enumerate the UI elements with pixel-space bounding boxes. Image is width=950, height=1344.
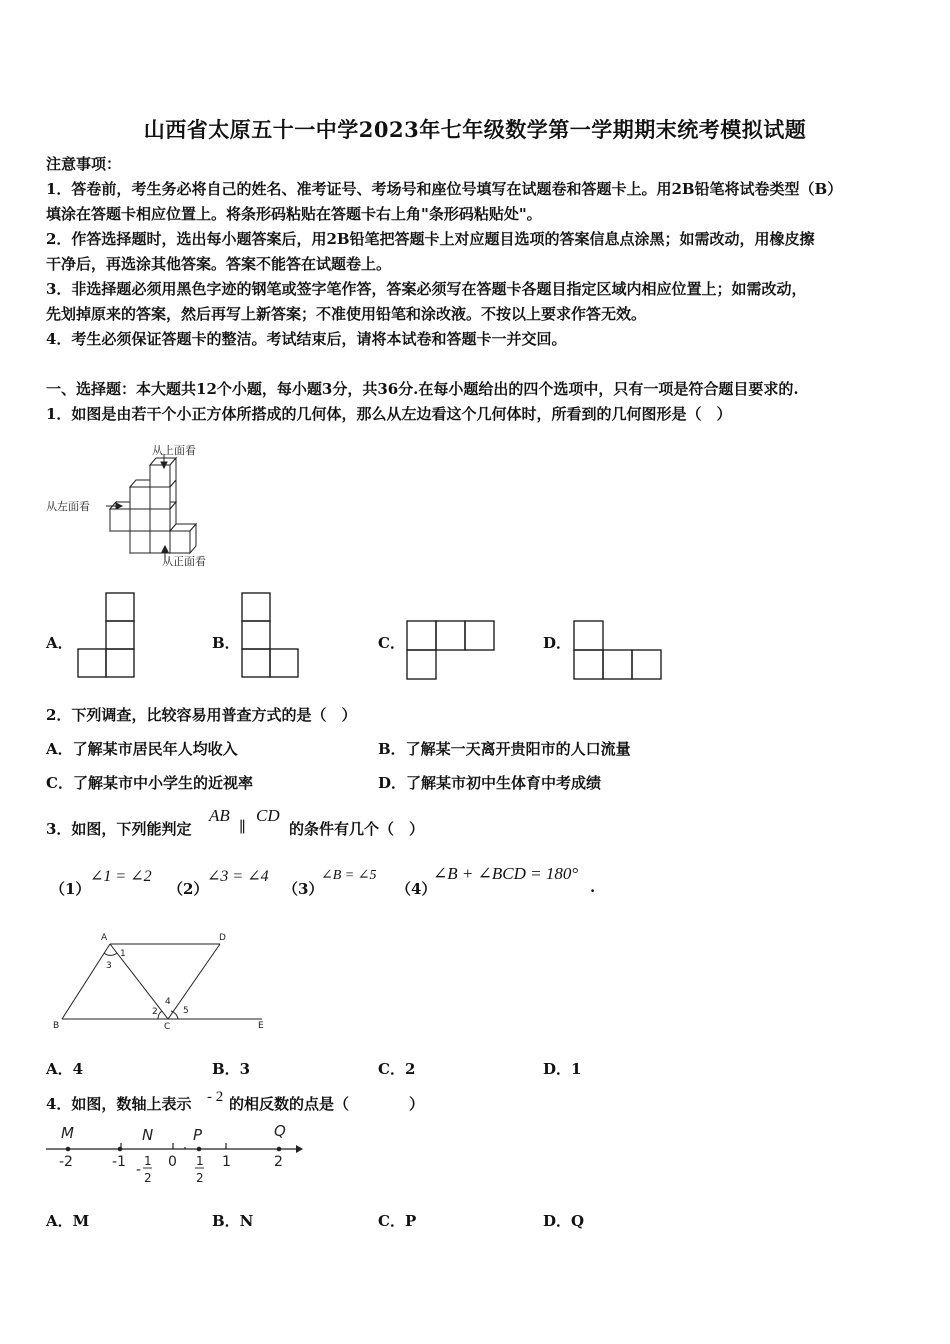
- q1-option-c[interactable]: C．: [378, 634, 405, 652]
- q3-cond-2: ∠3 = ∠4: [207, 868, 269, 885]
- q1-option-c-figure: [405, 620, 500, 682]
- angle-5: 5: [183, 1006, 189, 1016]
- point-n: N: [142, 1126, 154, 1144]
- notice-heading: 注意事项：: [46, 155, 122, 173]
- angle-2: 2: [152, 1007, 158, 1017]
- q2-option-c[interactable]: C．了解某市中小学生的近视率: [46, 774, 253, 792]
- neg-half-den: 2: [144, 1171, 152, 1185]
- notice-line: 干净后，再选涂其他答案。答案不能答在试题卷上。: [46, 255, 392, 273]
- q2-option-a[interactable]: A．了解某市居民年人均收入: [46, 740, 238, 758]
- notice-line: 1．答卷前，考生务必将自己的姓名、准考证号、考场号和座位号填写在试题卷和答题卡上。用2B铅笔将试卷类型（B）: [46, 180, 843, 198]
- q4-option-a[interactable]: A．M: [46, 1212, 90, 1230]
- q3-option-b[interactable]: B．3: [212, 1060, 251, 1078]
- tick-neg2: -2: [59, 1154, 73, 1170]
- point-d: D: [219, 933, 226, 943]
- q2-option-d[interactable]: D．了解某市初中生体育中考成绩: [378, 774, 602, 792]
- q3-cond-1: ∠1 = ∠2: [90, 868, 152, 885]
- q3-cond-label-4: （4）: [396, 880, 437, 898]
- angle-4: 4: [165, 997, 171, 1007]
- q1-option-a[interactable]: A．: [46, 634, 73, 652]
- q3-ab: AB: [209, 806, 230, 825]
- notice-line: 3．非选择题必须用黑色字迹的钢笔或签字笔作答，答案必须写在答题卡各题目指定区域内相应位置上；如需改动，: [46, 280, 807, 298]
- pos-half-den: 2: [196, 1171, 204, 1185]
- q1-option-b-figure: [240, 592, 302, 682]
- q4-option-d[interactable]: D．Q: [543, 1212, 585, 1230]
- notice-line: 填涂在答题卡相应位置上。将条形码粘贴在答题卡右上角"条形码粘贴处"。: [46, 205, 542, 223]
- q1-option-a-figure: [75, 592, 137, 682]
- angle-1: 1: [120, 949, 126, 959]
- q3-parallel: ∥: [239, 820, 246, 836]
- q3-option-a[interactable]: A．4: [46, 1060, 84, 1078]
- point-p: P: [193, 1126, 203, 1144]
- q2-option-b[interactable]: B．了解某一天离开贵阳市的人口流量: [378, 740, 631, 758]
- notice-line: 2．作答选择题时，选出每小题答案后，用2B铅笔把答题卡上对应题目选项的答案信息点涂黑；如需改动，用橡皮擦: [46, 230, 815, 248]
- q3-cond-4: ∠B + ∠BCD = 180°: [433, 864, 579, 883]
- point-q: Q: [274, 1122, 286, 1140]
- label-left-view: 从左面看: [46, 500, 90, 513]
- tick-zero: 0: [168, 1154, 177, 1170]
- q3-option-d[interactable]: D．1: [543, 1060, 582, 1078]
- section-heading: 一、选择题：本大题共12个小题，每小题3分，共36分.在每小题给出的四个选项中，只有一项是符合题目要求的.: [46, 380, 799, 398]
- q1-option-b[interactable]: B．: [212, 634, 240, 652]
- point-c: C: [164, 1022, 171, 1032]
- label-front-view: 从正面看: [162, 555, 206, 568]
- q1-option-d[interactable]: D．: [543, 634, 572, 652]
- page-title: 山西省太原五十一中学2023年七年级数学第一学期期末统考模拟试题: [143, 117, 807, 142]
- q4-stem-pre: 4．如图，数轴上表示: [46, 1095, 192, 1113]
- q4-option-b[interactable]: B．N: [212, 1212, 254, 1230]
- q4-option-c[interactable]: C．P: [378, 1212, 417, 1230]
- q3-option-c[interactable]: C．2: [378, 1060, 416, 1078]
- point-e: E: [258, 1021, 264, 1031]
- q2-stem: 2．下列调查，比较容易用普查方式的是（ ）: [46, 706, 357, 724]
- q3-end-dot: .: [590, 878, 596, 896]
- q1-option-d-figure: [572, 620, 667, 682]
- q3-cond-label-3: （3）: [283, 880, 324, 898]
- q4-number-line: [40, 1118, 310, 1188]
- pos-half-num: 1: [196, 1154, 204, 1168]
- label-top-view: 从上面看: [152, 444, 196, 457]
- notice-line: 先划掉原来的答案，然后再写上新答案；不准使用铅笔和涂改液。不按以上要求作答无效。: [46, 305, 647, 323]
- point-m: M: [61, 1124, 74, 1142]
- q3-cd: CD: [256, 806, 280, 825]
- q3-cond-3: ∠B = ∠5: [321, 868, 377, 883]
- tick-two: 2: [274, 1154, 283, 1170]
- q1-stem: 1．如图是由若干个小正方体所搭成的几何体，那么从左边看这个几何体时，所看到的几何图形是（ ）: [46, 405, 732, 423]
- q1-cube-figure: [40, 440, 240, 570]
- point-b: B: [53, 1021, 60, 1031]
- q3-stem-pre: 3．如图，下列能判定: [46, 820, 192, 838]
- angle-3: 3: [106, 961, 112, 971]
- q4-stem-post: 的相反数的点是（ ）: [229, 1095, 425, 1113]
- tick-one: 1: [222, 1154, 231, 1170]
- neg-half-num: 1: [144, 1154, 152, 1168]
- notice-line: 4．考生必须保证答题卡的整洁。考试结束后，请将本试卷和答题卡一并交回。: [46, 330, 567, 348]
- neg-half-sign: -: [136, 1162, 142, 1178]
- point-a: A: [101, 933, 108, 943]
- q4-value: - 2: [207, 1089, 224, 1105]
- tick-neg1: -1: [112, 1154, 126, 1170]
- q3-stem-post: 的条件有几个（ ）: [289, 820, 425, 838]
- q3-cond-label-2: （2）: [168, 880, 209, 898]
- q3-geometry-figure: [40, 925, 280, 1037]
- q3-cond-label-1: （1）: [50, 880, 91, 898]
